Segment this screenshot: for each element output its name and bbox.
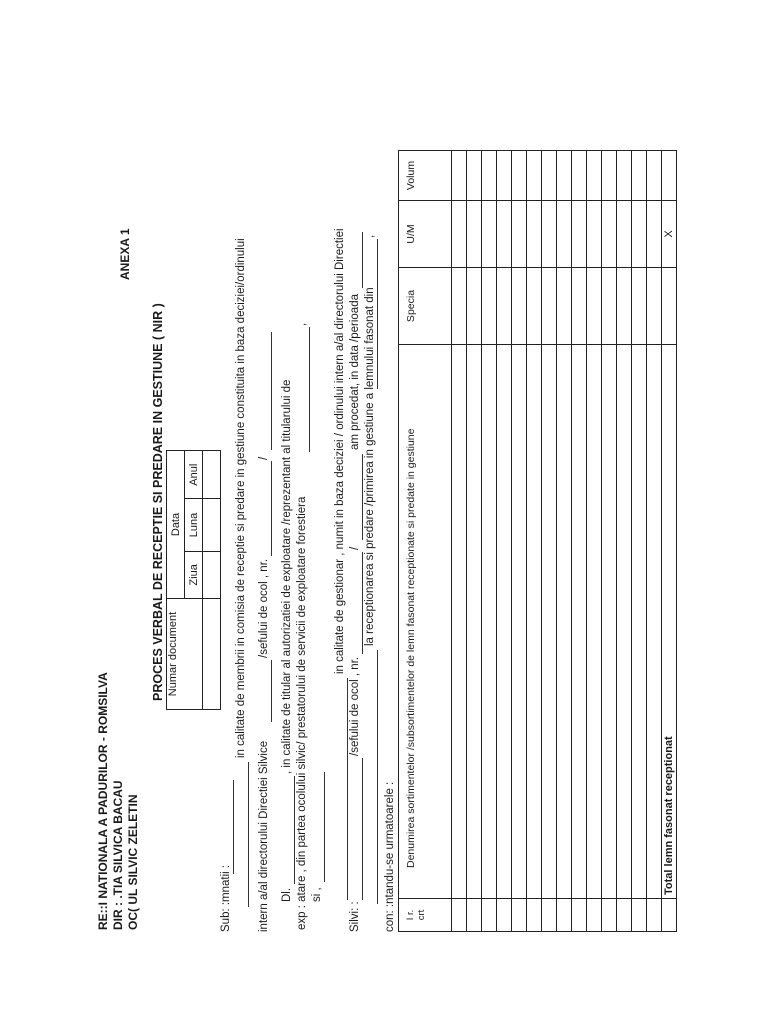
row-um-cell[interactable] [587, 201, 602, 268]
row-volum-cell[interactable] [647, 151, 662, 201]
document-table [166, 450, 221, 710]
table-row [632, 151, 647, 932]
table-row [602, 151, 617, 932]
dl-name-blank[interactable] [294, 776, 295, 884]
row-nr-cell[interactable] [617, 899, 632, 932]
doc-month-header: Luna [185, 499, 203, 551]
row-nr-cell[interactable] [452, 899, 467, 932]
row-volum-cell[interactable] [542, 151, 557, 201]
gestionar-blank[interactable] [347, 678, 348, 900]
col-specia-header: Specia [399, 268, 452, 345]
doc-month-value[interactable] [203, 499, 221, 551]
row-specia-cell[interactable] [647, 268, 662, 345]
row-um-cell[interactable] [482, 201, 497, 268]
row-denumire-cell[interactable] [587, 345, 602, 899]
col-nr-label: I r. [405, 909, 416, 921]
row-um-cell[interactable] [512, 201, 527, 268]
row-specia-cell[interactable] [482, 268, 497, 345]
row-specia-cell[interactable] [452, 268, 467, 345]
signed-label: Sub: :mnatii : [220, 864, 232, 932]
total-volum-cell[interactable] [662, 151, 677, 201]
doc-year-value[interactable] [203, 451, 221, 499]
row-nr-cell[interactable] [512, 899, 527, 932]
slash-1: / [258, 456, 270, 460]
decizie-date-blank[interactable] [271, 332, 272, 450]
col-crt-label: crt [416, 909, 427, 921]
annex-label: ANEXA 1 [118, 228, 132, 280]
org-line-1: RE::I NATIONALA A PADURILOR - ROMSILVA [96, 672, 110, 930]
doc-day-value[interactable] [203, 551, 221, 598]
col-nr-header [399, 899, 452, 932]
row-specia-cell[interactable] [512, 268, 527, 345]
gestionar-date-blank[interactable] [362, 454, 363, 540]
table-row [557, 151, 572, 932]
form-title: PROCES VERBAL DE RECEPTIE SI PREDARE IN GESTIUNE ( NIR ) [151, 303, 165, 701]
decizie-nr-blank[interactable] [271, 461, 272, 556]
row-denumire-cell[interactable] [647, 345, 662, 899]
sef-ocol-text: /sefului de ocol , nr. [258, 558, 270, 658]
row-um-cell[interactable] [617, 201, 632, 268]
row-um-cell[interactable] [572, 201, 587, 268]
row-nr-cell[interactable] [527, 899, 542, 932]
membri-text: in calitate de membrii in comisia de receptie si predare in gestiune constituita in baza deciziei/ordinului [235, 238, 247, 758]
constatand-text: con: :ntandu-se urmatoarele : [384, 781, 396, 932]
row-specia-cell[interactable] [572, 268, 587, 345]
row-nr-cell[interactable] [542, 899, 557, 932]
row-nr-cell[interactable] [647, 899, 662, 932]
comma-1: , [296, 322, 308, 326]
row-nr-cell[interactable] [587, 899, 602, 932]
dl-label: Dl. [281, 887, 293, 902]
row-volum-cell[interactable] [512, 151, 527, 201]
row-volum-cell[interactable] [497, 151, 512, 201]
table-row [542, 151, 557, 932]
receptionarea-blank[interactable] [377, 650, 378, 904]
org-line-2: DIR : .TIA SILVICA BACAU [111, 780, 125, 930]
total-specia-cell [662, 268, 677, 345]
slash-2: / [349, 546, 361, 550]
silvic-label: Silvi: : [349, 901, 361, 932]
row-specia-cell[interactable] [497, 268, 512, 345]
doc-number-header: Numar document [167, 599, 203, 710]
row-denumire-cell[interactable] [497, 345, 512, 899]
si-blank[interactable] [324, 772, 325, 882]
exploatare-text: exp : atare , din partea ocolului silvic/ prestatorului de servicii de exploatare forestiera [296, 496, 308, 930]
table-row [512, 151, 527, 932]
row-denumire-cell[interactable] [632, 345, 647, 899]
table-row [617, 151, 632, 932]
provenance-blank[interactable] [377, 239, 378, 389]
row-nr-cell[interactable] [602, 899, 617, 932]
row-um-cell[interactable] [542, 201, 557, 268]
row-volum-cell[interactable] [482, 151, 497, 201]
row-um-cell[interactable] [602, 201, 617, 268]
row-volum-cell[interactable] [617, 151, 632, 201]
row-volum-cell[interactable] [527, 151, 542, 201]
col-volum-header: Volum [399, 151, 452, 201]
si-label: si , [311, 887, 323, 902]
row-nr-cell[interactable] [557, 899, 572, 932]
row-denumire-cell[interactable] [467, 345, 482, 899]
membri-blank[interactable] [248, 762, 249, 907]
director-blank[interactable] [271, 660, 272, 722]
table-row [572, 151, 587, 932]
table-row [482, 151, 497, 932]
total-label: Total lemn fasonat receptionat [662, 345, 677, 899]
row-specia-cell[interactable] [557, 268, 572, 345]
row-um-cell[interactable] [452, 201, 467, 268]
procedat-text: am procedat, in data /perioada [349, 294, 361, 450]
silvic-blank[interactable] [362, 758, 363, 900]
gestionar-nr-blank[interactable] [362, 552, 363, 654]
row-specia-cell[interactable] [467, 268, 482, 345]
row-denumire-cell[interactable] [572, 345, 587, 899]
table-row [647, 151, 662, 932]
row-um-cell[interactable] [557, 201, 572, 268]
doc-year-header: Anul [185, 451, 203, 499]
row-um-cell[interactable] [647, 201, 662, 268]
row-denumire-cell[interactable] [512, 345, 527, 899]
row-specia-cell[interactable] [602, 268, 617, 345]
total-nr-cell [662, 899, 677, 932]
row-um-cell[interactable] [527, 201, 542, 268]
sef-ocol-2: /sefului de ocol , nr. [349, 656, 361, 756]
table-row [467, 151, 482, 932]
row-specia-cell[interactable] [527, 268, 542, 345]
reception-table [398, 150, 677, 932]
row-specia-cell[interactable] [632, 268, 647, 345]
col-um-header: U/M [399, 201, 452, 268]
row-nr-cell[interactable] [467, 899, 482, 932]
titular-text: , in calitate de titular al autorizatiei de exploatare /reprezentant al titularului de [281, 379, 293, 774]
row-specia-cell[interactable] [617, 268, 632, 345]
row-um-cell[interactable] [497, 201, 512, 268]
gestionar-text: in calitate de gestionar , numit in baza deciziei / ordinului intern a/al directorului Directiei [334, 228, 346, 674]
row-volum-cell[interactable] [632, 151, 647, 201]
row-denumire-cell[interactable] [452, 345, 467, 899]
exploatare-blank[interactable] [309, 327, 310, 452]
table-row [527, 151, 542, 932]
signed-blank[interactable] [233, 780, 234, 874]
table-row [497, 151, 512, 932]
row-um-cell[interactable] [467, 201, 482, 268]
row-specia-cell[interactable] [542, 268, 557, 345]
doc-number-value[interactable] [203, 599, 221, 710]
row-denumire-cell[interactable] [602, 345, 617, 899]
row-nr-cell[interactable] [482, 899, 497, 932]
row-volum-cell[interactable] [467, 151, 482, 201]
row-denumire-cell[interactable] [557, 345, 572, 899]
doc-date-header: Data [167, 451, 185, 599]
row-denumire-cell[interactable] [617, 345, 632, 899]
receptionarea-text: la receptionarea si predare /primirea in gestiune a lemnului fasonat din [364, 287, 376, 646]
intern-text: intern a/al directorului Directiei Silvice [258, 740, 270, 932]
table-row [587, 151, 602, 932]
doc-day-header: Ziua [185, 551, 203, 598]
table-row [452, 151, 467, 932]
row-denumire-cell[interactable] [482, 345, 497, 899]
comma-2: , [364, 234, 376, 238]
col-denumire-header: Denumirea sortimentelor /subsortimentelor de lemn fasonat receptionate si predate in gestiune [399, 345, 452, 899]
row-nr-cell[interactable] [497, 899, 512, 932]
perioada-blank[interactable] [362, 232, 363, 288]
row-denumire-cell[interactable] [542, 345, 557, 899]
row-volum-cell[interactable] [602, 151, 617, 201]
row-volum-cell[interactable] [452, 151, 467, 201]
total-um-cell: X [662, 201, 677, 268]
row-denumire-cell[interactable] [527, 345, 542, 899]
row-specia-cell[interactable] [587, 268, 602, 345]
row-nr-cell[interactable] [632, 899, 647, 932]
row-volum-cell[interactable] [557, 151, 572, 201]
row-um-cell[interactable] [632, 201, 647, 268]
row-volum-cell[interactable] [587, 151, 602, 201]
row-volum-cell[interactable] [572, 151, 587, 201]
org-line-3: OC( UL SILVIC ZELETIN [126, 794, 140, 930]
row-nr-cell[interactable] [572, 899, 587, 932]
